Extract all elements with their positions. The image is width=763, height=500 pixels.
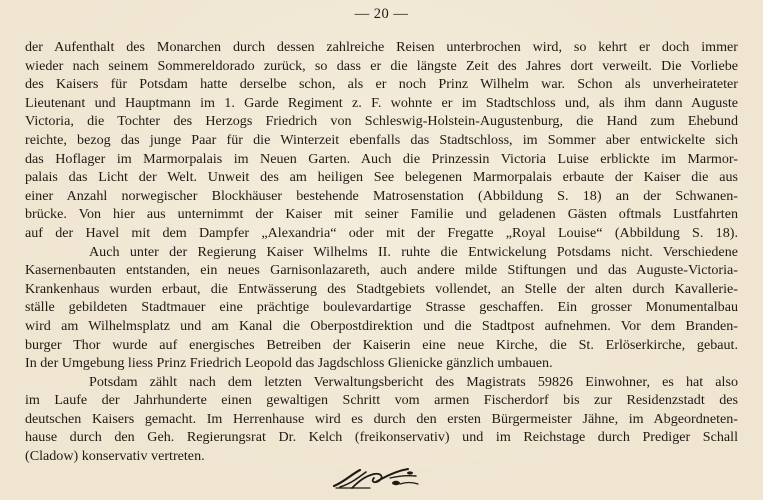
body-text bbox=[25, 38, 738, 466]
text-line: reichte, bezog das junge Paar für die Winterzeit ebenfalls das Stadtschloss, im Sommer aber entwickelte sich bbox=[25, 131, 738, 148]
text-line: ställe gebildeten Stadtmauer eine prächtige boulevardartige Strasse geschaffen. Ein grosser Monumentalbau bbox=[25, 299, 738, 316]
paragraph-last-line: In der Umgebung liess Prinz Friedrich Leopold das Jagdschloss Glienicke gänzlich umbauen. bbox=[25, 355, 553, 372]
text-line: einer Anzahl norwegischer Blockhäuser bestehende Matrosenstation (Abbildung S. 18) an der Schwanen- bbox=[25, 187, 738, 204]
text-line: Krankenhaus wurden erbaut, die Entwässerung des Stadtgebiets vollendet, an Stelle der alten durch Kavallerie- bbox=[25, 280, 738, 297]
text-line: des Kaisers für Potsdam hatte derselbe schon, als er noch Prinz Wilhelm war. Schon als unverheirateter bbox=[25, 76, 738, 93]
page-number: — 20 — bbox=[354, 6, 409, 22]
text-line: palais das Licht der Welt. Unweit des am heiligen See belegenen Marmorpalais erbaute der Kaiser die aus bbox=[25, 169, 738, 186]
text-line: wieder nach seinem Sommereldorado zurück, so dass er die längste Zeit des Jahres dort verweilt. Die Vorliebe bbox=[25, 57, 738, 74]
text-line: der Aufenthalt des Monarchen durch dessen zahlreiche Reisen unterbrochen wird, so kehrt er doch immer bbox=[25, 39, 738, 55]
text-line: Lieutenant und Hauptmann im 1. Garde Regiment z. F. wohnte er im Stadtschloss und, als ihm dann Auguste bbox=[25, 94, 738, 111]
ornament-flourish-icon bbox=[330, 462, 422, 492]
paragraph-last-line: (Cladow) konservativ vertreten. bbox=[25, 448, 205, 465]
text-line: hause durch den Geh. Regierungsrat Dr. Kelch (freikonservativ) und im Reichstage durch Prediger Schall bbox=[25, 429, 738, 446]
text-line: deutschen Kaisers gemacht. Im Herrenhause wird es durch den ersten Bürgermeister Jähne, im Abgeordneten- bbox=[25, 410, 738, 427]
text-line: auf der Havel mit dem Dampfer „Alexandria“ oder mit der Fregatte „Royal Louise“ (Abbildung S. 18). bbox=[25, 224, 738, 241]
text-line: das Hoflager im Marmorpalais im Neuen Garten. Auch die Prinzessin Victoria Luise erblickte im Marmor- bbox=[25, 150, 738, 167]
text-line: Victoria, die Tochter des Herzogs Friedrich von Schleswig-Holstein-Augustenburg, die Hand zum Ehebund bbox=[25, 113, 738, 130]
text-line: brücke. Von hier aus unternimmt der Kaiser mit seiner Familie und geladenen Gästen oftmals Lustfahrten bbox=[25, 206, 738, 223]
text-line: wird am Wilhelmsplatz und am Kanal die Oberpostdirektion und die Stadtpost aufnehmen. Vor dem Branden- bbox=[25, 317, 738, 334]
text-line: burger Thor wurde auf energisches Betreiben der Kaiserin eine neue Kirche, die St. Erlöserkirche, gebaut. bbox=[25, 336, 738, 353]
text-line: im Laufe der Jahrhunderte einen gewaltigen Schritt vom armen Fischerdorf bis zur Residenzstadt des bbox=[25, 392, 738, 409]
text-line: Kasernenbauten entstanden, ein neues Garnisonlazareth, auch andere milde Stiftungen und das Auguste-Victoria- bbox=[25, 262, 738, 279]
paragraph-first-line: Auch unter der Regierung Kaiser Wilhelms II. ruhte die Entwickelung Potsdams nicht. Verschiedene bbox=[89, 243, 738, 260]
paragraph-first-line: Potsdam zählt nach dem letzten Verwaltungsbericht des Magistrats 59826 Einwohner, es hat also bbox=[89, 373, 738, 390]
